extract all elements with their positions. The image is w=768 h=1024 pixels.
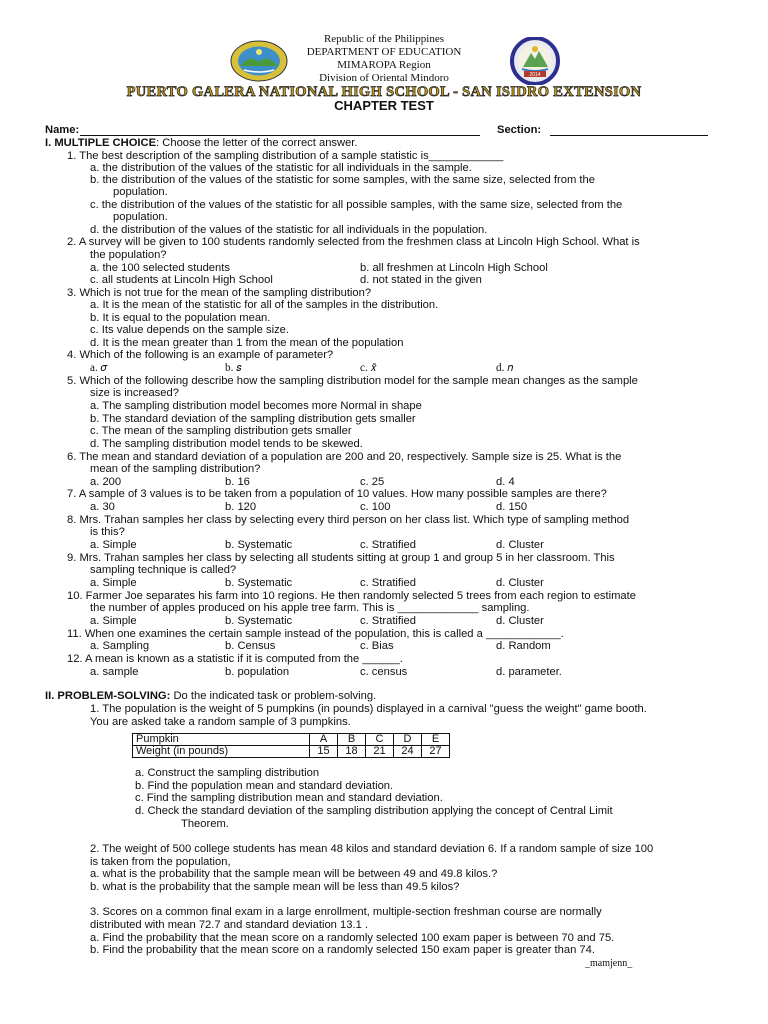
table-cell: 21 (366, 746, 394, 758)
part1-heading-line (45, 137, 358, 150)
question-1: 1. The best description of the sampling distribution of a sample statistic is____________ (67, 150, 504, 162)
problem-1-cont: You are asked take a random sample of 3 pumpkins. (90, 716, 351, 728)
q4-option-d: d. 𝑛 (496, 362, 514, 374)
problem-2-part-b: b. what is the probability that the sample mean will be less than 49.5 kilos? (90, 881, 460, 893)
question-10: 10. Farmer Joe separates his farm into 10 regions. He then randomly selected 5 trees from each region to estimate (67, 590, 636, 602)
header-department: DEPARTMENT OF EDUCATION (306, 46, 462, 58)
problem-2: 2. The weight of 500 college students has mean 48 kilos and standard deviation 6. If a random sample of size 100 (90, 843, 654, 855)
q12-option-c: c. census (360, 666, 408, 678)
q12-option-a: a. sample (90, 666, 139, 678)
problem-1-task-d-cont: Theorem. (181, 818, 229, 830)
q10-option-b: b. Systematic (225, 615, 293, 627)
table-cell: Pumpkin (133, 734, 310, 746)
q7-option-a: a. 30 (90, 501, 115, 513)
q4-option-c: c. 𝑥̄ (360, 362, 377, 374)
question-6-cont: mean of the sampling distribution? (90, 463, 261, 475)
header-republic: Republic of the Philippines (323, 33, 445, 45)
section-field[interactable] (550, 135, 708, 136)
part2-instruction: Do the indicated task or problem-solving. (170, 690, 377, 702)
q5-option-a: a. The sampling distribution model becomes more Normal in shape (90, 400, 422, 412)
q6-option-d: d. 4 (496, 476, 515, 488)
q6-option-b: b. 16 (225, 476, 250, 488)
q12-option-b: b. population (225, 666, 290, 678)
section-label: Section: (497, 124, 542, 136)
problem-3: 3. Scores on a common final exam in a large enrollment, multiple-section freshman course are normally (90, 906, 602, 918)
q1-option-c: c. the distribution of the values of the statistic for all possible samples, with the same size, selected from the (90, 199, 623, 211)
q8-option-a: a. Simple (90, 539, 137, 551)
q5-option-c: c. The mean of the sampling distribution gets smaller (90, 425, 352, 437)
q3-option-d: d. It is the mean greater than 1 from the mean of the population (90, 337, 404, 349)
question-10-cont: the number of apples produced on his apple tree farm. This is _____________ sampling. (90, 602, 530, 614)
question-5: 5. Which of the following describe how the sampling distribution model for the sample mean changes as the sample (67, 375, 638, 387)
q10-option-c: c. Stratified (360, 615, 416, 627)
question-5-cont: size is increased? (90, 387, 179, 399)
table-cell: A (310, 734, 338, 746)
question-4: 4. Which of the following is an example of parameter? (67, 349, 334, 361)
table-cell: Weight (in pounds) (133, 746, 310, 758)
q6-option-c: c. 25 (360, 476, 385, 488)
table-cell: 27 (422, 746, 450, 758)
q11-option-d: d. Random (496, 640, 551, 652)
q1-option-a: a. the distribution of the values of the statistic for all individuals in the sample. (90, 162, 472, 174)
table-cell: 18 (338, 746, 366, 758)
question-2-cont: the population? (90, 249, 167, 261)
q12-option-d: d. parameter. (496, 666, 562, 678)
q9-option-c: c. Stratified (360, 577, 416, 589)
q1-option-b: b. the distribution of the values of the statistic for some samples, with the same size, selected from the (90, 174, 595, 186)
problem-1-task-c: c. Find the sampling distribution mean and standard deviation. (135, 792, 443, 804)
q5-option-b: b. The standard deviation of the sampling distribution gets smaller (90, 413, 416, 425)
q4-option-a: a. 𝜎 (90, 362, 108, 374)
q5-option-d: d. The sampling distribution model tends to be skewed. (90, 438, 363, 450)
q3-option-c: c. Its value depends on the sample size. (90, 324, 290, 336)
question-9-cont: sampling technique is called? (90, 564, 237, 576)
q2-option-c: c. all students at Lincoln High School (90, 274, 273, 286)
q8-option-b: b. Systematic (225, 539, 293, 551)
question-9: 9. Mrs. Trahan samples her class by selecting all students sitting at group 1 and group 5 in her classroom. This (67, 552, 615, 564)
problem-1: 1. The population is the weight of 5 pumpkins (in pounds) displayed in a carnival "guess the weight" game booth. (90, 703, 647, 715)
part2-heading-line (45, 690, 376, 703)
header-division: Division of Oriental Mindoro (319, 72, 449, 84)
q3-option-a: a. It is the mean of the statistic for all of the samples in the distribution. (90, 299, 439, 311)
problem-1-task-b: b. Find the population mean and standard deviation. (135, 780, 394, 792)
q9-option-b: b. Systematic (225, 577, 293, 589)
q1-option-c-cont: population. (113, 211, 168, 223)
problem-1-task-d: d. Check the standard deviation of the sampling distribution applying the concept of Central Limit (135, 805, 613, 817)
q10-option-a: a. Simple (90, 615, 137, 627)
table-row (133, 734, 450, 746)
part2-heading: II. PROBLEM-SOLVING: (45, 690, 171, 702)
q8-option-c: c. Stratified (360, 539, 416, 551)
q7-option-c: c. 100 (360, 501, 391, 513)
q2-option-b: b. all freshmen at Lincoln High School (360, 262, 548, 274)
q11-option-c: c. Bias (360, 640, 394, 652)
question-8-cont: is this? (90, 526, 125, 538)
q11-option-a: a. Sampling (90, 640, 150, 652)
question-2: 2. A survey will be given to 100 students randomly selected from the freshmen class at Lincoln High School. What is (67, 236, 640, 248)
part1-heading: I. MULTIPLE CHOICE (45, 137, 157, 149)
question-11: 11. When one examines the certain sample instead of the population, this is called a ____________. (67, 628, 564, 640)
q11-option-b: b. Census (225, 640, 276, 652)
question-7: 7. A sample of 3 values is to be taken from a population of 10 values. How many possible samples are there? (67, 488, 607, 500)
q3-option-b: b. It is equal to the population mean. (90, 312, 271, 324)
logo-year-text: 2014 (529, 72, 541, 78)
table-cell: 15 (310, 746, 338, 758)
q1-option-b-cont: population. (113, 186, 168, 198)
q4-option-b: b. 𝑠 (225, 362, 242, 374)
header-region: MIMAROPA Region (337, 59, 431, 71)
q8-option-d: d. Cluster (496, 539, 544, 551)
table-row (133, 746, 450, 758)
problem-2-cont: is taken from the population, (90, 856, 231, 868)
q6-option-a: a. 200 (90, 476, 122, 488)
name-field[interactable] (80, 135, 480, 136)
problem-3-part-a: a. Find the probability that the mean score on a randomly selected 100 exam paper is between 70 and 75. (90, 932, 615, 944)
table-cell: E (422, 734, 450, 746)
problem-2-part-a: a. what is the probability that the sample mean will be between 49 and 49.8 kilos.? (90, 868, 498, 880)
page-title: CHAPTER TEST (334, 98, 434, 113)
name-label: Name: (45, 124, 80, 136)
q7-option-b: b. 120 (225, 501, 257, 513)
table-cell: C (366, 734, 394, 746)
part1-instruction: : Choose the letter of the correct answer. (156, 137, 358, 149)
author-signature: _mamjenn_ (585, 958, 633, 969)
question-6: 6. The mean and standard deviation of a population are 200 and 20, respectively. Sample size is 25. What is the (67, 451, 622, 463)
problem-3-cont: distributed with mean 72.7 and standard deviation 13.1 . (90, 919, 369, 931)
q9-option-a: a. Simple (90, 577, 137, 589)
q10-option-d: d. Cluster (496, 615, 544, 627)
q1-option-d: d. the distribution of the values of the statistic for all individuals in the population. (90, 224, 488, 236)
q2-option-d: d. not stated in the given (360, 274, 482, 286)
question-8: 8. Mrs. Trahan samples her class by selecting every third person on her class list. Which type of sampling method (67, 514, 630, 526)
q7-option-d: d. 150 (496, 501, 528, 513)
problem-1-task-a: a. Construct the sampling distribution (135, 767, 320, 779)
table-cell: B (338, 734, 366, 746)
school-name: PUERTO GALERA NATIONAL HIGH SCHOOL - SAN ISIDRO EXTENSION (126, 84, 642, 100)
question-3: 3. Which is not true for the mean of the sampling distribution? (67, 287, 372, 299)
table-cell: 24 (394, 746, 422, 758)
question-12: 12. A mean is known as a statistic if it is computed from the ______. (67, 653, 403, 665)
problem-3-part-b: b. Find the probability that the mean score on a randomly selected 150 exam paper is greater than 74. (90, 944, 595, 956)
pumpkin-weight-table (132, 733, 450, 758)
table-cell: D (394, 734, 422, 746)
q9-option-d: d. Cluster (496, 577, 544, 589)
q2-option-a: a. the 100 selected students (90, 262, 230, 274)
